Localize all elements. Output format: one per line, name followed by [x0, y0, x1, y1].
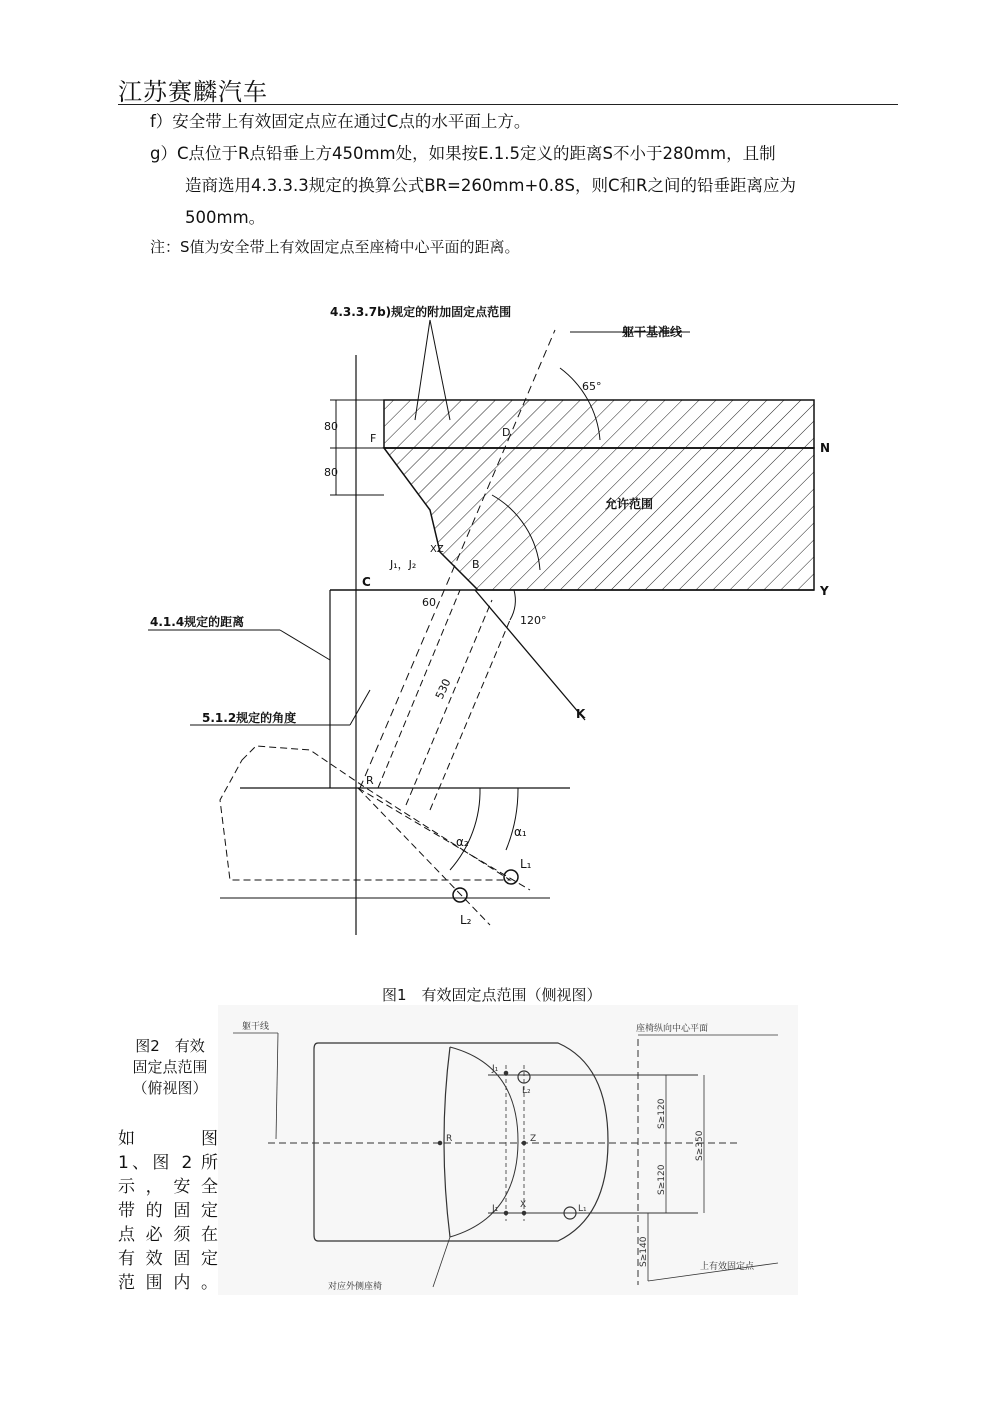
label-C: C — [362, 575, 371, 589]
figure-2-top-view — [218, 1005, 798, 1295]
label-J: J₁，J₂ — [390, 558, 417, 571]
label-s140: S≥140 — [639, 1236, 649, 1267]
figure-2-caption: 图2 有效固定点范围（俯视图） — [132, 1037, 208, 1097]
label-Y: Y — [820, 584, 829, 598]
label-J1-top: J₁ — [492, 1064, 499, 1074]
label-XZ: XZ — [430, 544, 444, 555]
label-torso-line: 躯干线 — [242, 1022, 270, 1032]
label-K: K — [576, 707, 586, 721]
label-B: B — [472, 558, 480, 571]
item-g-line1: g）C点位于R点铅垂上方450mm处，如果按E.1.5定义的距离S不小于280mm，且制 — [150, 144, 776, 163]
label-F: F — [370, 432, 377, 445]
label-angle-65: 65° — [582, 380, 602, 393]
side-line: 1、图 2 所 — [118, 1153, 218, 1173]
label-extra-range: 4.3.3.7b)规定的附加固定点范围 — [330, 305, 512, 319]
item-g-line2: 造商选用4.3.3.3规定的换算公式BR=260mm+0.8S，则C和R之间的铅垂距离应为 — [185, 176, 796, 195]
label-alpha1: α₁ — [514, 825, 527, 839]
label-L2: L₂ — [522, 1086, 531, 1096]
label-D: D — [502, 426, 511, 439]
item-g-line3: 500mm。 — [185, 208, 266, 227]
label-angle-60: 60 — [422, 596, 436, 609]
label-s350: S≥350 — [695, 1130, 705, 1161]
label-dim-80-bottom: 80 — [324, 466, 338, 479]
figure-1-caption: 图1 有效固定点范围（侧视图） — [382, 986, 602, 1004]
label-seat-plane: 座椅纵向中心平面 — [636, 1024, 709, 1034]
label-Z: Z — [530, 1134, 537, 1144]
label-s120-top: S≥120 — [657, 1098, 667, 1129]
label-dist-414: 4.1.4规定的距离 — [150, 615, 245, 629]
label-angle-120: 120° — [520, 614, 547, 627]
label-dist-530: 530 — [432, 676, 454, 702]
allowed-range-area — [384, 448, 814, 590]
label-torso-line: 躯干基准线 — [622, 325, 683, 339]
label-L1: L₁ — [520, 857, 532, 871]
label-R: R — [366, 774, 374, 787]
label-dim-80-top: 80 — [324, 420, 338, 433]
document-header: 江苏赛麟汽车 — [118, 78, 268, 106]
label-L2: L₂ — [460, 913, 472, 927]
side-paragraph — [118, 1127, 218, 1295]
label-R: R — [446, 1134, 453, 1144]
label-angle-512: 5.1.2规定的角度 — [202, 711, 297, 725]
side-line: 带的固定 — [118, 1201, 218, 1221]
note: 注：S值为安全带上有效固定点至座椅中心平面的距离。 — [150, 238, 520, 256]
label-alpha2: α₂ — [456, 835, 469, 849]
label-allowed-range: 允许范围 — [605, 497, 654, 511]
figure-1-side-view — [130, 290, 850, 935]
label-L1: L₁ — [578, 1204, 587, 1214]
label-J1-bottom: J₁ — [492, 1204, 499, 1214]
label-s120-bottom: S≥120 — [657, 1164, 667, 1195]
side-line: 有效固定 — [118, 1249, 218, 1269]
header-rule — [118, 104, 898, 105]
label-N: N — [820, 441, 831, 455]
label-opposite-seat: 对应外侧座椅 — [328, 1282, 383, 1292]
side-line: 点必须在 — [118, 1225, 218, 1245]
item-f: f）安全带上有效固定点应在通过C点的水平面上方。 — [150, 112, 531, 131]
extra-range-band — [384, 400, 814, 448]
side-line: 如 图 — [118, 1129, 218, 1149]
label-upper-anchor: 上有效固定点 — [700, 1262, 755, 1272]
label-X: X — [520, 1200, 527, 1210]
side-line: 示，安全 — [118, 1177, 218, 1197]
side-line: 范围内。 — [118, 1273, 218, 1293]
